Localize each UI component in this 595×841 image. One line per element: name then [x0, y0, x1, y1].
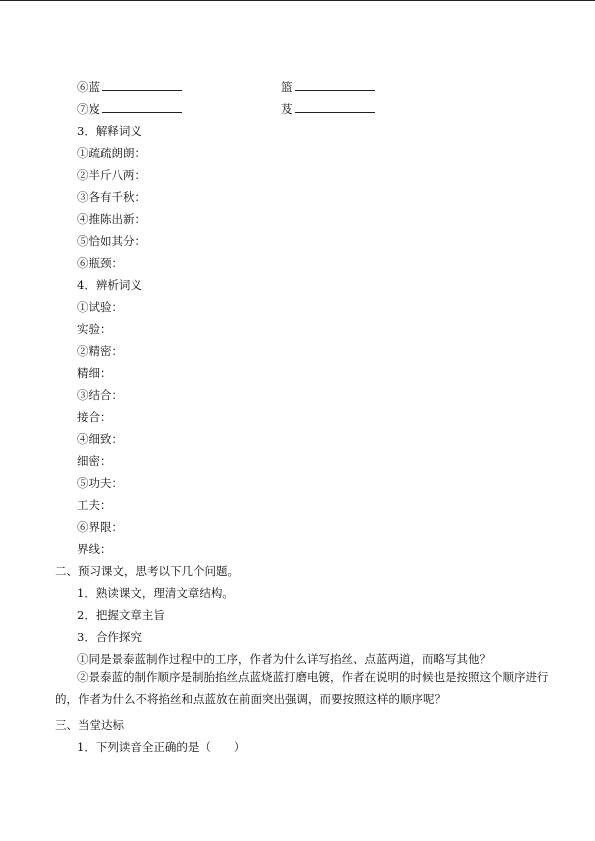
answer-blank[interactable]	[102, 102, 182, 113]
part2-title: 二、预习课文，思考以下几个问题。	[55, 564, 239, 578]
section4-item: ③结合：	[77, 388, 123, 402]
section4-item: 接合：	[77, 410, 112, 424]
section3-item: ⑤恰如其分：	[77, 234, 146, 248]
part3-title: 三、当堂达标	[55, 718, 124, 732]
part2-question-1: ①同是景泰蓝制作过程中的工序，作者为什么详写掐丝、点蓝两道，而略写其他？	[77, 652, 491, 666]
section4-item: 细密：	[77, 454, 112, 468]
fill-right	[281, 102, 375, 116]
section3-item: ④推陈出新：	[77, 212, 146, 226]
answer-blank[interactable]	[295, 102, 375, 113]
part2-item: 1．熟读课文，理清文章结构。	[77, 586, 234, 600]
answer-blank[interactable]	[102, 80, 182, 91]
section4-item: ①试验：	[77, 300, 123, 314]
fill-right-label: 篮	[281, 80, 293, 94]
section4-item: ⑥界限：	[77, 520, 123, 534]
section4-item: 工夫：	[77, 498, 112, 512]
fill-left-label: ⑦岌	[77, 102, 100, 116]
section4-item: ⑤功夫：	[77, 476, 123, 490]
fill-right-label: 芨	[281, 102, 293, 116]
part3-question-1: 1．下列读音全正确的是（ ）	[77, 740, 246, 754]
section4-item: ②精密：	[77, 344, 123, 358]
fill-row-7	[77, 102, 293, 116]
part2-question-2: ②景泰蓝的制作顺序是制胎掐丝点蓝烧蓝打磨电镀，作者在说明的时候也是按照这个顺序进行的，作者为什么不将掐丝和点蓝放在前面突出强调，而要按照这样的顺序呢？	[55, 670, 549, 706]
part2-item: 3．合作探究	[77, 630, 142, 644]
fill-right	[281, 80, 375, 94]
part2-item: 2．把握文章主旨	[77, 608, 165, 622]
answer-blank[interactable]	[295, 80, 375, 91]
section4-item: 界线：	[77, 542, 112, 556]
section4-title: 4．辨析词义	[77, 278, 142, 292]
top-rule	[0, 0, 595, 1]
fill-row-6	[77, 80, 293, 94]
section3-item: ②半斤八两：	[77, 168, 146, 182]
section3-item: ①疏疏朗朗：	[77, 146, 146, 160]
section4-item: 精细：	[77, 366, 112, 380]
section3-item: ⑥瓶颈：	[77, 256, 123, 270]
fill-left-label: ⑥蓝	[77, 80, 100, 94]
section3-title: 3．解释词义	[77, 124, 142, 138]
section3-item: ③各有千秋：	[77, 190, 146, 204]
section4-item: 实验：	[77, 322, 112, 336]
section4-item: ④细致：	[77, 432, 123, 446]
